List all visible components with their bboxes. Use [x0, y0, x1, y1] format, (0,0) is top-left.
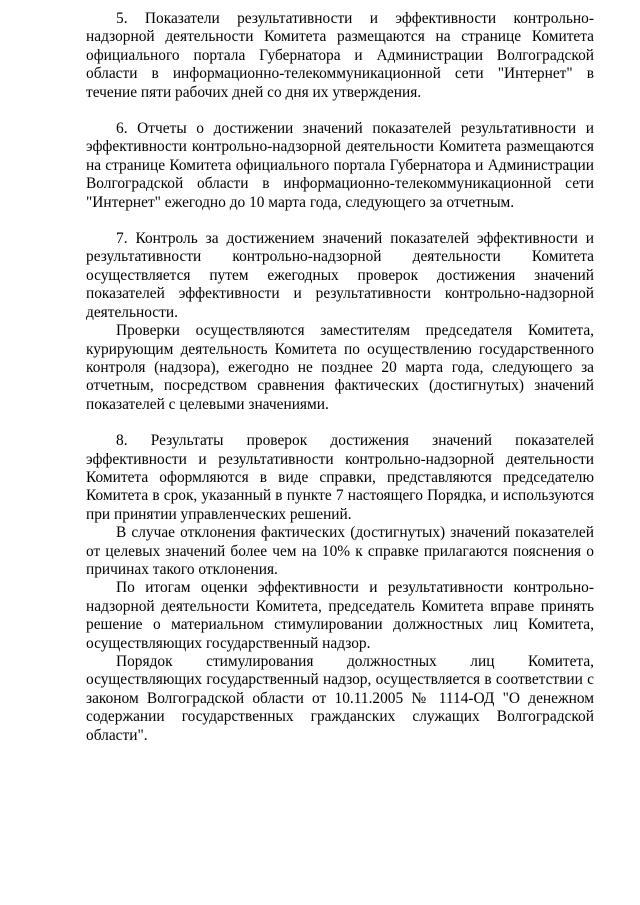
paragraph-item-7-checks: Проверки осуществляются заместителям председателя Комитета, курирующим деятельность Комитета по осуществлению государственного контроля (надзора), ежегодно не позднее 20 марта года, следующего за отчетным, посредством сравнения фактических (достигнутых) значений показателей с целевыми значениями. [86, 322, 594, 413]
paragraph-gap [86, 414, 594, 432]
document-page [86, 10, 594, 745]
paragraph-item-5: 5. Показатели результативности и эффективности контрольно-надзорной деятельности Комитета размещаются на странице Комитета официального портала Губернатора и Администрации Волгоградской области в информационно-телекоммуникационной сети "Интернет" в течение пяти рабочих дней со дня их утверждения. [86, 10, 594, 101]
paragraph-gap [86, 212, 594, 230]
paragraph-item-6: 6. Отчеты о достижении значений показателей результативности и эффективности контрольно-надзорной деятельности Комитета размещаются на странице Комитета официального портала Губернатора и Администрации Волгоградской области в информационно-телекоммуникационной сети "Интернет" ежегодно до 10 марта года, следующего за отчетным. [86, 120, 594, 211]
paragraph-item-8-procedure: Порядок стимулирования должностных лиц Комитета, осуществляющих государственный надзор, осуществляется в соответствии с законом Волгоградской области от 10.11.2005 № 1114-ОД "О денежном содержании государственных гражданских служащих Волгоградской области". [86, 653, 594, 744]
paragraph-gap [86, 102, 594, 120]
paragraph-item-8-incentives: По итогам оценки эффективности и результативности контрольно-надзорной деятельности Комитета, председатель Комитета вправе принять решение о материальном стимулировании должностных лиц Комитета, осуществляющих государственный надзор. [86, 579, 594, 652]
paragraph-item-8: 8. Результаты проверок достижения значений показателей эффективности и результативности контрольно-надзорной деятельности Комитета оформляются в виде справки, представляются председателю Комитета в срок, указанный в пункте 7 настоящего Порядка, и используются при принятии управленческих решений. [86, 432, 594, 523]
paragraph-item-8-deviation: В случае отклонения фактических (достигнутых) значений показателей от целевых значений более чем на 10% к справке прилагаются пояснения о причинах такого отклонения. [86, 524, 594, 578]
paragraph-item-7: 7. Контроль за достижением значений показателей эффективности и результативности контрольно-надзорной деятельности Комитета осуществляется путем ежегодных проверок достижения значений показателей эффективности и результативности контрольно-надзорной деятельности. [86, 230, 594, 321]
